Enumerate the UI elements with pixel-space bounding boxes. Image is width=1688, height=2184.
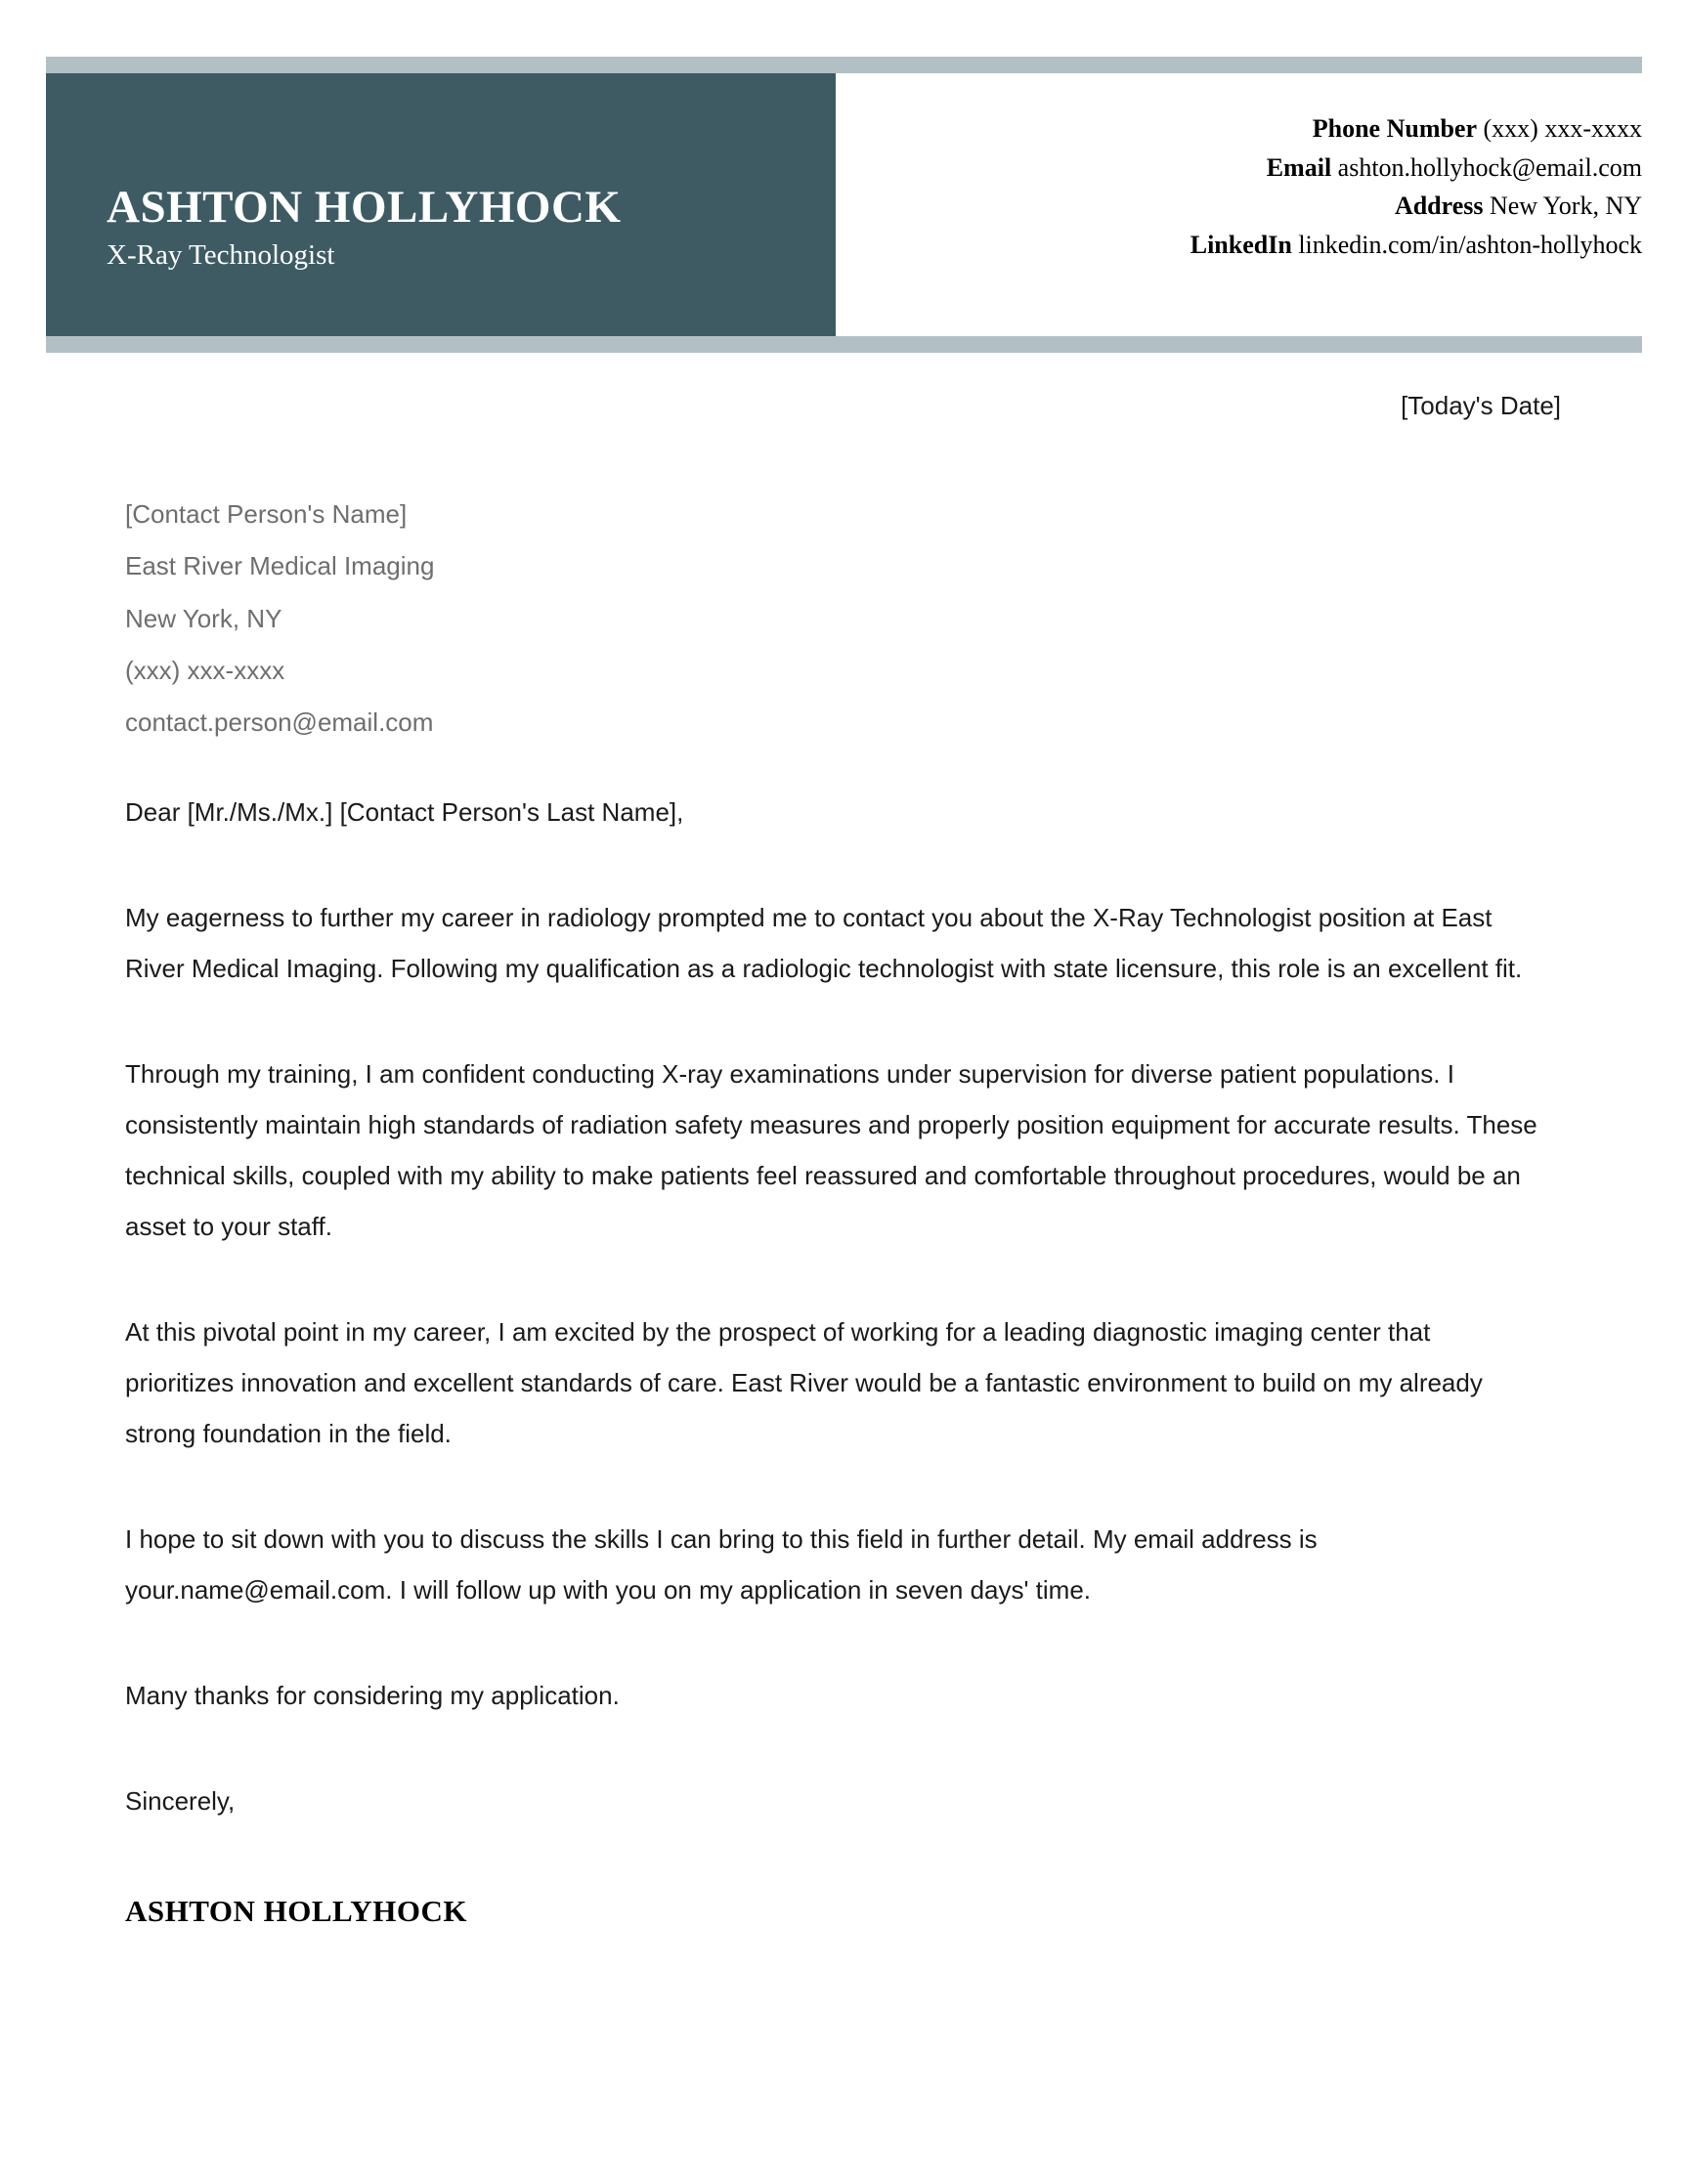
contact-email-value[interactable]: ashton.hollyhock@email.com xyxy=(1337,152,1642,182)
body-paragraph-3: At this pivotal point in my career, I am excited by the prospect of working for a leading diagnostic imaging center that prioritizes innovation and excellent standards of care. East River would be a fantastic environment to build on my already strong foundation in the field. xyxy=(125,1317,1483,1448)
letterhead xyxy=(0,0,1688,354)
contact-address-label: Address xyxy=(1394,192,1484,221)
recipient-phone: (xxx) xxx-xxxx xyxy=(125,655,285,685)
contact-linkedin-value[interactable]: linkedin.com/in/ashton-hollyhock xyxy=(1298,230,1642,259)
contact-linkedin-label: LinkedIn xyxy=(1190,230,1292,259)
contact-details xyxy=(880,109,1642,264)
recipient-location: New York, NY xyxy=(125,603,282,633)
body-paragraph-4: I hope to sit down with you to discuss the skills I can bring to this field in further detail. My email address is your.name@email.com. I will follow up with you on my application in seven days' time. xyxy=(125,1524,1318,1605)
recipient-name: [Contact Person's Name] xyxy=(125,499,408,529)
name-banner xyxy=(46,73,836,336)
letter-body xyxy=(125,787,1542,1942)
header-top-rule xyxy=(46,57,1642,73)
applicant-job-title: X-Ray Technologist xyxy=(107,239,335,272)
body-paragraph-5: Many thanks for considering my application. xyxy=(125,1681,620,1710)
recipient-email: contact.person@email.com xyxy=(125,707,434,738)
contact-phone xyxy=(880,109,1642,149)
contact-address-value: New York, NY xyxy=(1489,192,1642,221)
salutation: Dear [Mr./Ms./Mx.] [Contact Person's Last Name], xyxy=(125,797,684,827)
contact-phone-value: (xxx) xxx-xxxx xyxy=(1483,114,1642,143)
contact-email xyxy=(880,149,1642,188)
header-bottom-rule xyxy=(46,336,1642,353)
recipient-company: East River Medical Imaging xyxy=(125,551,435,581)
signature-name: ASHTON HOLLYHOCK xyxy=(125,1894,467,1928)
contact-email-label: Email xyxy=(1266,152,1332,182)
contact-linkedin xyxy=(880,226,1642,265)
letter-date: [Today's Date] xyxy=(1401,391,1561,420)
contact-address xyxy=(880,187,1642,226)
closing-salutation: Sincerely, xyxy=(125,1786,236,1816)
recipient-block xyxy=(125,489,434,749)
contact-phone-label: Phone Number xyxy=(1312,114,1478,143)
body-paragraph-2: Through my training, I am confident conducting X-ray examinations under supervision for diverse patient populations. I consistently maintain high standards of radiation safety measures and properly position equipment for accurate results. These technical skills, coupled with my ability to make patients feel reassured and comfortable throughout procedures, would be an asset to your staff. xyxy=(125,1059,1537,1241)
body-paragraph-1: My eagerness to further my career in radiology prompted me to contact you about the X-Ray Technologist position at East River Medical Imaging. Following my qualification as a radiologic technologist with state licensure, this role is an excellent fit. xyxy=(125,903,1523,983)
applicant-name: ASHTON HOLLYHOCK xyxy=(107,181,622,233)
